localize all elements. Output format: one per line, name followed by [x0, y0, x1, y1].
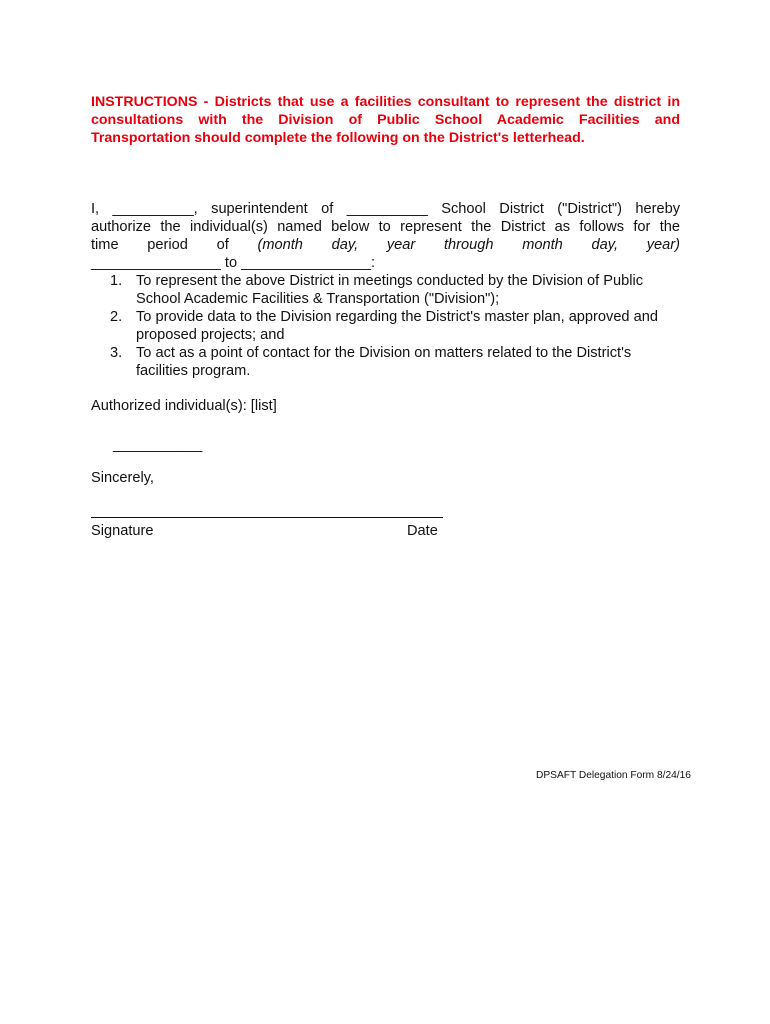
authorization-line-4: ________________ to ________________: [91, 255, 376, 271]
form-footer: DPSAFT Delegation Form 8/24/16 [536, 770, 691, 781]
duties-list [91, 272, 680, 380]
duty-number: 3. [110, 345, 123, 361]
signature-line [91, 517, 443, 518]
date-label: Date [407, 523, 438, 539]
closing-salutation: Sincerely, [91, 470, 154, 486]
duty-number: 2. [110, 309, 123, 325]
authorized-individuals-label: Authorized individual(s): [list] [91, 398, 277, 414]
time-period-format: (month day, year through month day, year) [257, 237, 680, 253]
signature-label: Signature [91, 523, 154, 539]
authorization-block [91, 200, 680, 380]
duty-text: To provide data to the Division regarding the District's master plan, approved and proposed projects; and [136, 309, 658, 343]
duty-number: 1. [110, 273, 123, 289]
duty-text: To represent the above District in meetings conducted by the Division of Public School Academic Facilities & Transportation ("Division"); [136, 273, 643, 307]
instructions-heading: INSTRUCTIONS - Districts that use a facilities consultant to represent the district in consultations with the Division of Public School Academic Facilities and Transportation should complete the following on the District's letterhead. [91, 94, 680, 146]
authorization-line-3 [91, 236, 680, 254]
authorization-line-2: authorize the individual(s) named below to represent the District as follows for the [91, 219, 680, 235]
authorization-line-1: I, __________, superintendent of __________ School District ("District") hereby [91, 201, 680, 217]
duty-item [91, 344, 680, 380]
duty-text: To act as a point of contact for the Division on matters related to the District's facilities program. [136, 345, 632, 379]
duty-item [91, 272, 680, 308]
duty-item [91, 308, 680, 344]
time-period-prefix: time period of [91, 237, 229, 253]
authorized-individual-blank: ___________ [113, 437, 203, 453]
